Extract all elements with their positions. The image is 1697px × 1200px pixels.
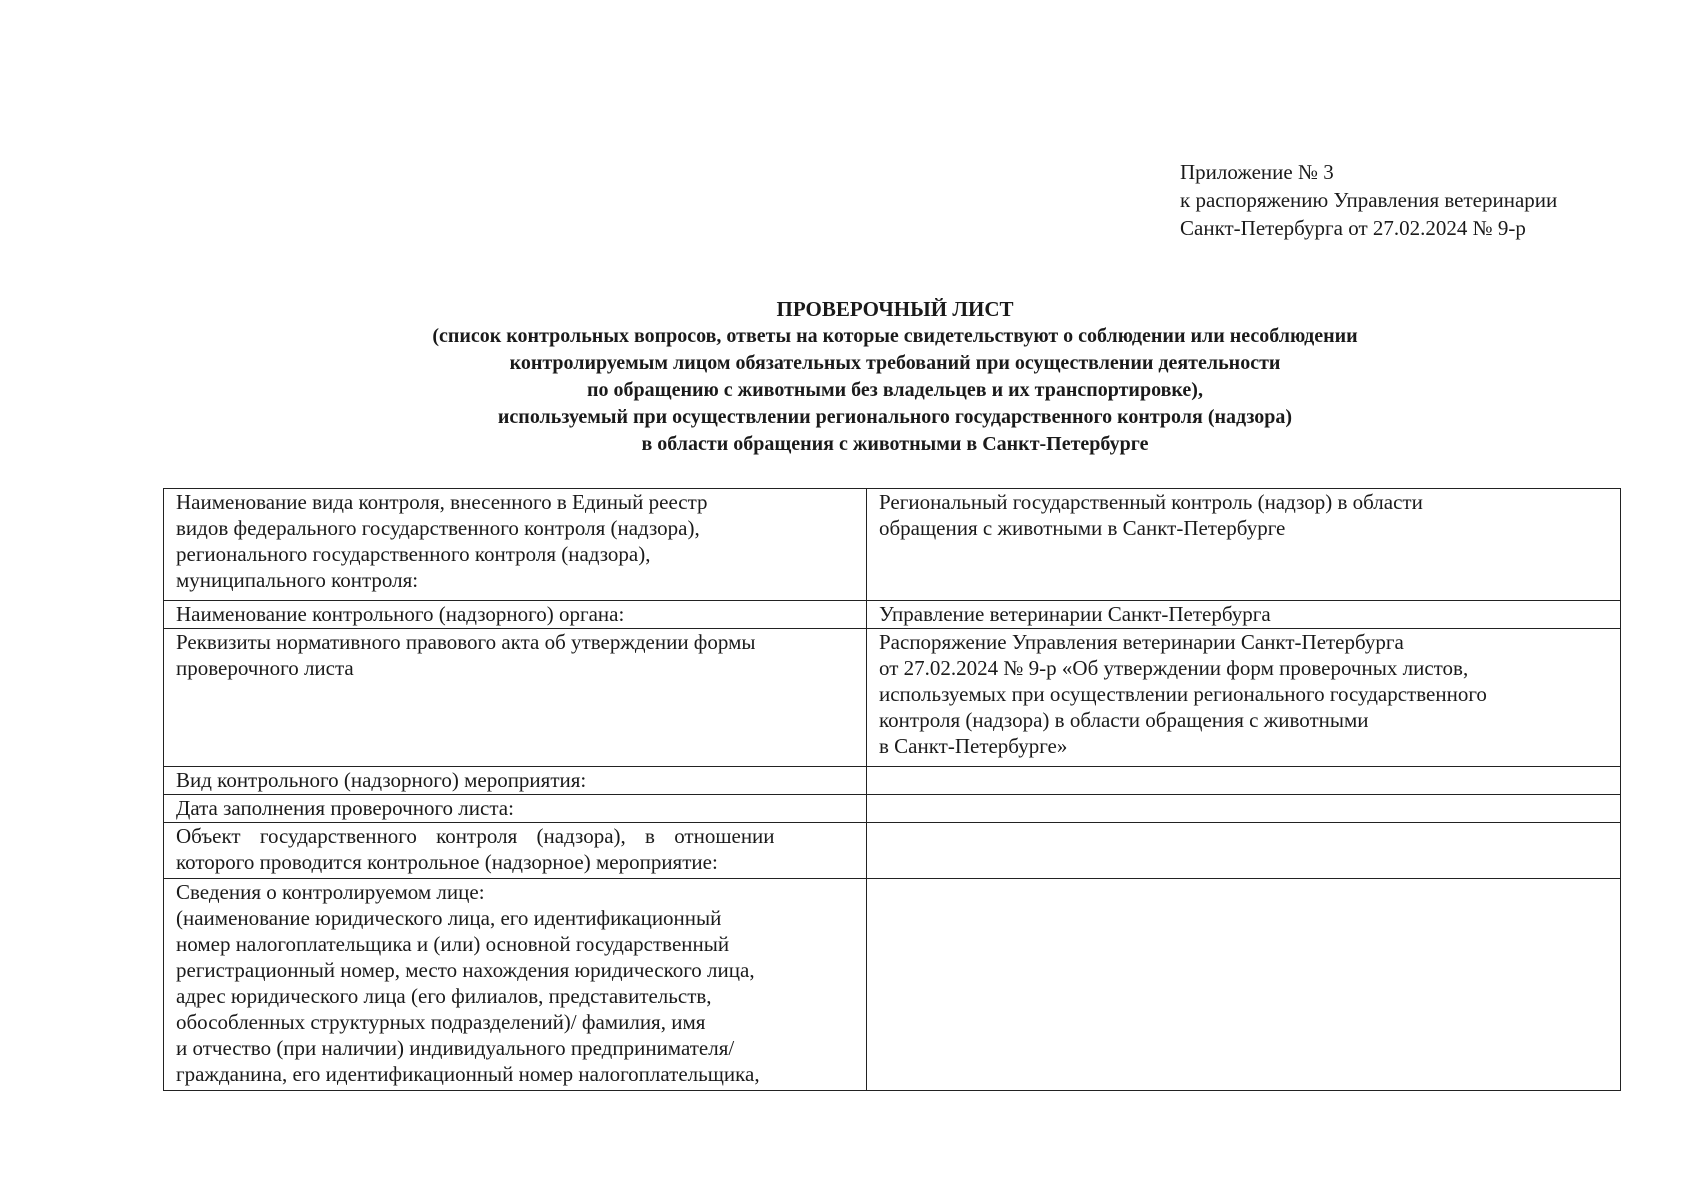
title-subline: по обращению с животными без владельцев и их транспортировке), — [587, 379, 1203, 401]
row-label: Дата заполнения проверочного листа: — [164, 795, 867, 823]
row-label: Наименование вида контроля, внесенного в Единый реестр видов федерального государственного контроля (надзора), регионального государственного контроля (надзора), муниципального контроля: — [164, 489, 867, 601]
table-row-controlled-person — [164, 879, 1621, 1091]
title-subline: (список контрольных вопросов, ответы на которые свидетельствуют о соблюдении или несоблюдении — [432, 325, 1358, 347]
row-label: Реквизиты нормативного правового акта об утверждении формы проверочного листа — [164, 629, 867, 767]
row-label: Вид контрольного (надзорного) мероприятия: — [164, 767, 867, 795]
title-subline: в области обращения с животными в Санкт-Петербурге — [641, 433, 1149, 455]
row-label: Объект государственного контроля (надзора), в отношении которого проводится контрольное (надзорное) мероприятие: — [164, 823, 867, 879]
title-subline: используемый при осуществлении регионального государственного контроля (надзора) — [497, 406, 1293, 428]
row-value-empty[interactable] — [867, 823, 1621, 879]
row-label: Наименование контрольного (надзорного) органа: — [164, 601, 867, 629]
appendix-number: Приложение № 3 — [1180, 160, 1334, 184]
row-value: Управление ветеринарии Санкт-Петербурга — [867, 601, 1621, 629]
table-row-control-type — [164, 489, 1621, 601]
table-row-control-object — [164, 823, 1621, 879]
row-value-empty[interactable] — [867, 767, 1621, 795]
appendix-reference — [1180, 158, 1557, 242]
table-row-fill-date — [164, 795, 1621, 823]
title-subline: контролируемым лицом обязательных требований при осуществлении деятельности — [509, 352, 1281, 374]
appendix-order-ref: к распоряжению Управления ветеринарии — [1180, 188, 1558, 212]
table-row-control-authority — [164, 601, 1621, 629]
appendix-order-date: Санкт-Петербурга от 27.02.2024 № 9-р — [1180, 216, 1526, 240]
document-title-block — [250, 296, 1540, 458]
table-row-event-type — [164, 767, 1621, 795]
row-value: Распоряжение Управления ветеринарии Санкт-Петербурга от 27.02.2024 № 9-р «Об утверждении форм проверочных листов, используемых при осуществлении регионального государственного контроля (надзора) в области обращения с животными в Санкт-Петербурге» — [867, 629, 1621, 767]
row-label: Сведения о контролируемом лице: (наименование юридического лица, его идентификационный номер налогоплательщика и (или) основной государственный регистрационный номер, место нахождения юридического лица, адрес юридического лица (его филиалов, представительств, обособленных структурных подразделений)/ фамилия, имя и отчество (при наличии) индивидуального предпринимателя/ гражданина, его идентификационный номер налогоплательщика, — [164, 879, 867, 1091]
row-value-empty[interactable] — [867, 795, 1621, 823]
document-title: ПРОВЕРОЧНЫЙ ЛИСТ — [776, 297, 1014, 321]
row-value: Региональный государственный контроль (надзор) в области обращения с животными в Санкт-Петербурге — [867, 489, 1621, 601]
table-row-normative-act — [164, 629, 1621, 767]
checklist-info-table — [163, 488, 1621, 1091]
row-value-empty[interactable] — [867, 879, 1621, 1091]
